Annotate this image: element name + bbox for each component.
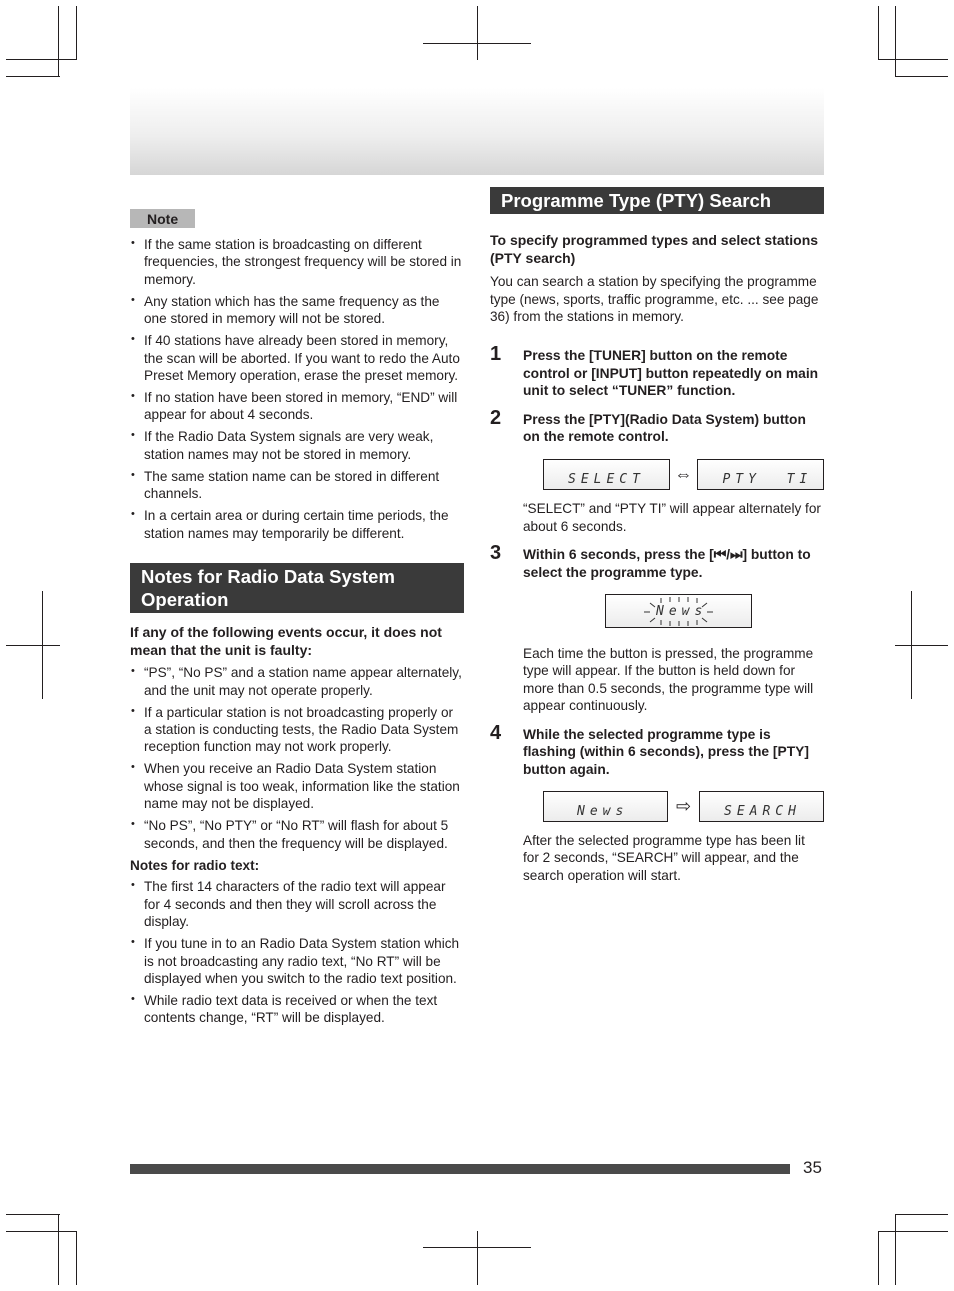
crop-mark <box>6 1231 76 1232</box>
step-number: 3 <box>490 542 502 565</box>
list-item: • The first 14 characters of the radio text will appear for 4 seconds and then they will scroll across the display. <box>130 878 464 930</box>
crop-mark <box>6 76 60 77</box>
step-text: Press the [PTY](Radio Data System) button on the remote control. <box>523 411 806 445</box>
rds-notes-heading <box>130 563 464 613</box>
crop-mark <box>423 43 531 44</box>
list-item: • Any station which has the same frequency as the one stored in memory will not be stored. <box>130 293 464 328</box>
crop-mark <box>878 1231 948 1232</box>
crop-mark <box>58 1215 59 1285</box>
crop-mark <box>895 1214 948 1215</box>
list-item: • If you tune in to an Radio Data System station which is not broadcasting any radio text, “No RT” will be displayed when you switch to the radio text position. <box>130 935 464 987</box>
display-select-pty <box>543 459 824 490</box>
list-item: • When you receive an Radio Data System station whose signal is too weak, information like the station name may not be displayed. <box>130 760 464 812</box>
list-item: • If no station have been stored in memory, “END” will appear for about 4 seconds. <box>130 389 464 424</box>
right-arrow-icon: ⇨ <box>675 795 692 816</box>
lcd-text: News <box>577 803 629 819</box>
page-number: 35 <box>803 1158 822 1177</box>
list-item: • If the same station is broadcasting on different frequencies, the strongest frequency will be stored in memory. <box>130 236 464 288</box>
crop-mark <box>423 1247 531 1248</box>
step-3 <box>490 542 824 714</box>
lcd-display <box>543 791 668 822</box>
crop-mark <box>6 59 76 60</box>
crop-mark <box>895 645 948 646</box>
lcd-display-flashing <box>605 594 752 628</box>
list-item: • In a certain area or during certain time periods, the station names may temporarily be different. <box>130 507 464 542</box>
step-4 <box>490 721 824 884</box>
caption: “SELECT” and “PTY TI” will appear alternately for about 6 seconds. <box>523 501 821 534</box>
radio-text-heading: Notes for radio text: <box>130 857 260 873</box>
pty-intro: You can search a station by specifying the programme type (news, sports, traffic programme, etc. ... see page 36) from the stations in memory. <box>490 274 819 324</box>
lcd-text: News <box>656 604 708 620</box>
crop-mark <box>878 1231 879 1285</box>
step-text: Press the [TUNER] button on the remote control or [INPUT] button repeatedly on main unit to select “TUNER” function. <box>523 348 819 399</box>
crop-mark <box>895 6 896 76</box>
crop-mark <box>878 6 879 60</box>
crop-mark <box>76 1231 77 1285</box>
crop-mark <box>895 76 948 77</box>
display-news-search <box>543 791 824 822</box>
lcd-text: SELECT <box>568 472 645 488</box>
rds-heading-line2: Operation <box>141 589 229 611</box>
step-2 <box>490 406 824 536</box>
list-item: • If the Radio Data System signals are very weak, station names may not be stored in memory. <box>130 428 464 463</box>
step-number: 4 <box>490 721 502 744</box>
lcd-text: PTY TI <box>722 472 813 488</box>
lcd-display <box>543 459 670 490</box>
lcd-display <box>699 791 824 822</box>
list-item: • The same station name can be stored in different channels. <box>130 468 464 503</box>
note-list <box>130 236 464 542</box>
step-text: While the selected programme type is flashing (within 6 seconds), press the [PTY] button again. <box>523 726 809 777</box>
pty-heading: Programme Type (PTY) Search <box>490 187 824 214</box>
crop-mark <box>477 1231 478 1285</box>
list-item: • If 40 stations have already been stored in memory, the scan will be aborted. If you want to redo the Auto Preset Memory operation, erase the preset memory. <box>130 332 464 384</box>
step-text: Within 6 seconds, press the [⏮/⏭] button to select the programme type. <box>523 547 811 580</box>
crop-mark <box>6 645 60 646</box>
crop-mark <box>878 59 948 60</box>
rds-list <box>130 664 464 852</box>
left-column <box>130 209 464 1031</box>
crop-mark <box>6 1214 60 1215</box>
pty-subheading: To specify programmed types and select stations (PTY search) <box>490 232 819 266</box>
footer-bar <box>130 1164 790 1174</box>
list-item: • While radio text data is received or when the text contents change, “RT” will be displayed. <box>130 992 464 1027</box>
lcd-text: SEARCH <box>724 803 801 819</box>
rds-heading-line1: Notes for Radio Data System <box>141 566 395 588</box>
alternate-arrow-icon: ⇔ <box>674 464 693 485</box>
crop-mark <box>895 1215 896 1285</box>
radio-text-list <box>130 878 464 1026</box>
rds-intro: If any of the following events occur, it does not mean that the unit is faulty: <box>130 624 442 658</box>
list-item: • If a particular station is not broadcasting properly or a station is conducting tests, the Radio Data System reception function may not work properly. <box>130 704 464 756</box>
list-item: • “No PS”, “No PTY” or “No RT” will flash for about 5 seconds, and then the frequency will be displayed. <box>130 817 464 852</box>
step-number: 1 <box>490 343 502 366</box>
lcd-display <box>697 459 824 490</box>
step-number: 2 <box>490 406 502 429</box>
right-column <box>490 187 824 884</box>
crop-mark <box>76 6 77 60</box>
caption: Each time the button is pressed, the programme type will appear. If the button is held down for more than 0.5 seconds, the programme type will appear continuously. <box>523 646 814 714</box>
header-band <box>130 88 824 175</box>
crop-mark <box>477 6 478 60</box>
caption: After the selected programme type has been lit for 2 seconds, “SEARCH” will appear, and the search operation will start. <box>523 832 805 883</box>
crop-mark <box>58 6 59 76</box>
list-item: • “PS”, “No PS” and a station name appear alternately, and the unit may not operate properly. <box>130 664 464 699</box>
note-label: Note <box>130 209 195 228</box>
step-1 <box>490 343 824 399</box>
